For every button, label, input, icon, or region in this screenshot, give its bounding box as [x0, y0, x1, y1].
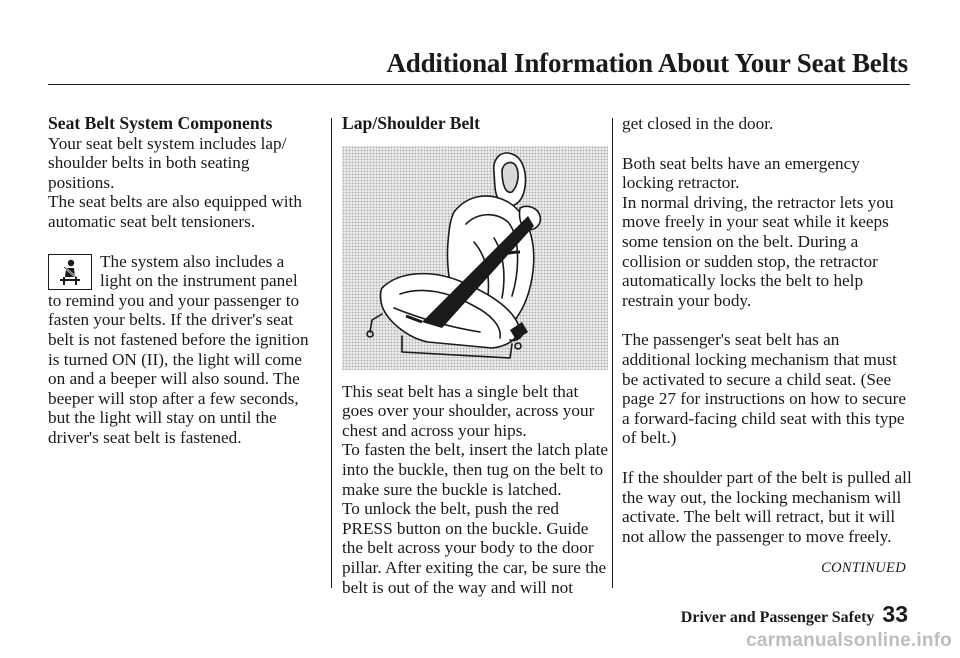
paragraph: This seat belt has a single belt that goes over your shoulder, across your chest and across your hips. [342, 381, 595, 440]
page-footer [681, 601, 908, 628]
paragraph: To fasten the belt, insert the latch plate into the buckle, then tug on the belt to make sure the buckle is latched. [342, 440, 609, 499]
paragraph: If the shoulder part of the belt is pulled all the way out, the locking mechanism will activate. The belt will retract, but it will not allow the passenger to move freely. [622, 467, 912, 546]
column-seat-belt-components [48, 114, 310, 448]
paragraph: The system also includes a light on the instrument panel to remind you and your passenger to fasten your belts. If the driver's seat belt is not fastened before the ignition is turned ON (II), the light will come on and a beeper will also sound. The beeper will stop after a few seconds, but the light will stay on until the driver's seat belt is fastened. [48, 251, 309, 447]
paragraph: Your seat belt system includes lap/ shoulder belts in both seating positions. [48, 133, 287, 192]
seat-with-lap-shoulder-belt-illustration [342, 146, 608, 370]
section-heading: Lap/Shoulder Belt [342, 113, 481, 133]
paragraph: Both seat belts have an emergency locking retractor. [622, 153, 860, 193]
footer-section-title: Driver and Passenger Safety [680, 609, 875, 626]
column-divider [612, 118, 613, 588]
section-heading: Seat Belt System Components [48, 113, 273, 133]
watermark: carmanualsonline.info [746, 630, 952, 651]
paragraph: To unlock the belt, push the red PRESS button on the buckle. Guide the belt across your body to the door pillar. After exiting the car, be sure the belt is out of the way and will not [342, 499, 607, 597]
seat-belt-reminder-icon [48, 254, 92, 290]
column-lap-shoulder-belt [342, 114, 610, 597]
paragraph: get closed in the door. [622, 114, 774, 133]
paragraph: The seat belts are also equipped with automatic seat belt tensioners. [48, 192, 302, 231]
column-divider [331, 118, 332, 588]
title-rule [48, 84, 910, 85]
page-number: 33 [882, 601, 908, 627]
indicator-note [48, 252, 310, 448]
page-title: Additional Information About Your Seat Belts [386, 48, 908, 78]
continued-label: CONTINUED [821, 560, 906, 576]
paragraph: In normal driving, the retractor lets you move freely in your seat while it keeps some tension on the belt. During a collision or sudden stop, the retractor automatically locks the belt to help restrain your body. [622, 192, 894, 310]
column-retractor [622, 114, 912, 546]
paragraph: The passenger's seat belt has an additional locking mechanism that must be activated to secure a child seat. (See page 27 for instructions on how to secure a forward-facing child seat with this type of belt.) [622, 330, 907, 448]
